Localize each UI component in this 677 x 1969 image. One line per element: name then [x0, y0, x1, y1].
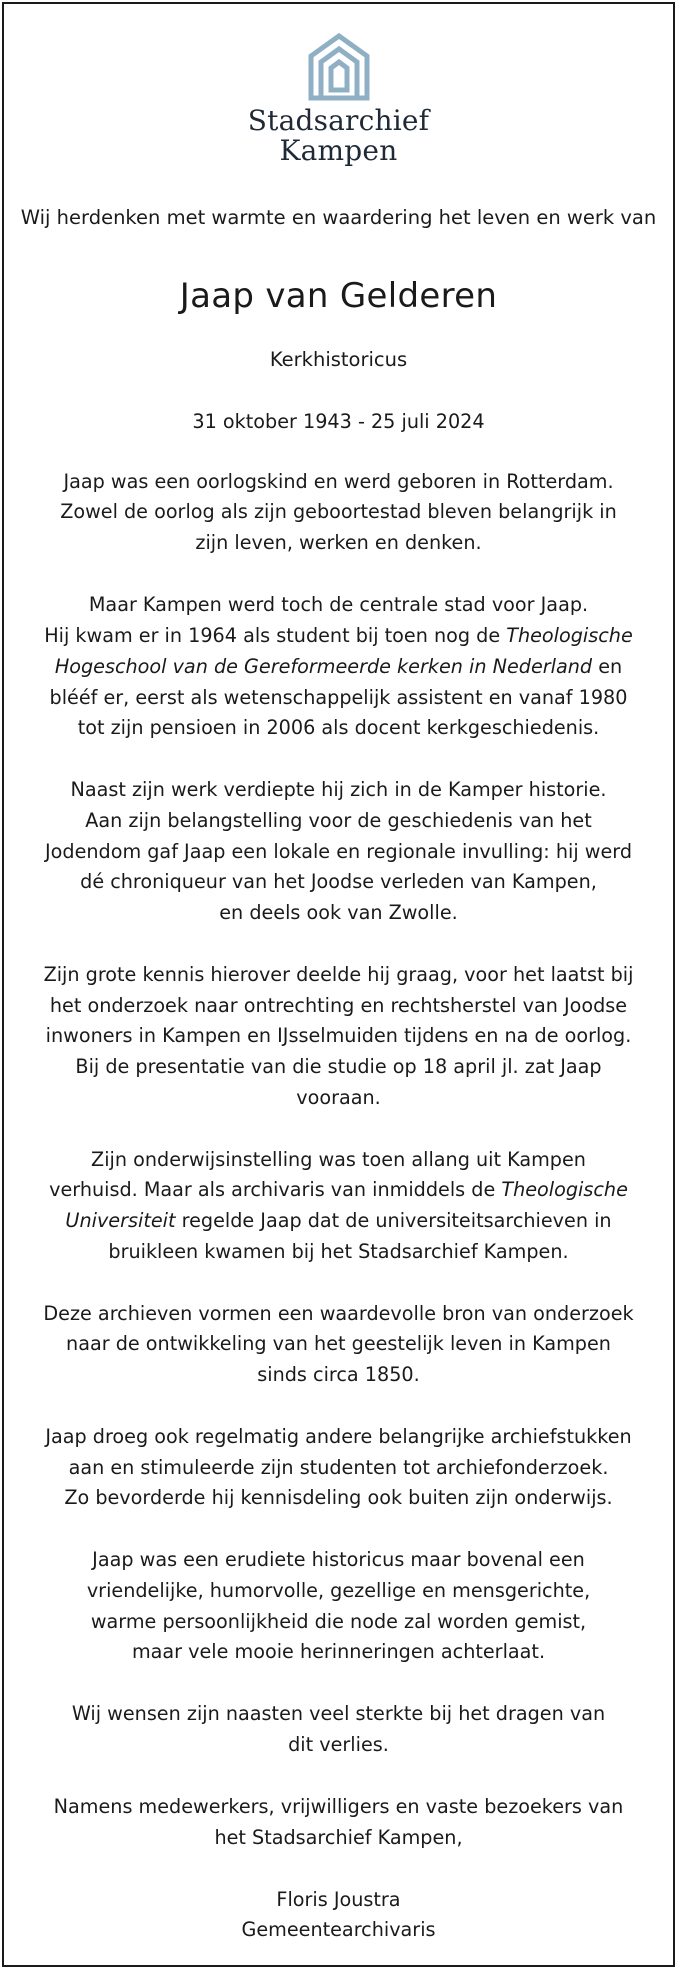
logo — [0, 32, 677, 166]
paragraph-line: Naast zijn werk verdiepte hij zich in de Kamper historie. — [70, 778, 607, 801]
paragraph-line: Bij de presentatie van die studie op 18 april jl. zat Jaap — [75, 1055, 602, 1078]
logo-text-line2: Kampen — [279, 134, 398, 167]
paragraph-line: Jaap was een oorlogskind en werd geboren in Rotterdam. — [63, 470, 614, 493]
paragraph-line: dé chroniqueur van het Joodse verleden van Kampen, — [80, 870, 597, 893]
paragraph-line: warme persoonlijkheid die node zal worden gemist, — [90, 1610, 587, 1633]
paragraph-line: inwoners in Kampen en IJsselmuiden tijdens en na de oorlog. — [45, 1024, 632, 1047]
paragraph-line: Jaap droeg ook regelmatig andere belangrijke archiefstukken — [45, 1425, 632, 1448]
paragraph-line — [0, 624, 677, 648]
paragraph-line: vooraan. — [296, 1086, 381, 1109]
paragraph-line: het Stadsarchief Kampen, — [214, 1826, 463, 1849]
deceased-name: Jaap van Gelderen — [179, 276, 498, 316]
paragraph-line: Maar Kampen werd toch de centrale stad voor Jaap. — [88, 593, 589, 616]
italic-span: Theologische — [506, 624, 633, 647]
text-span: en — [592, 655, 623, 678]
paragraph-line: Zowel de oorlog als zijn geboortestad bleven belangrijk in — [60, 500, 617, 523]
paragraph-line: zijn leven, werken en denken. — [195, 531, 482, 554]
logo-text-line1: Stadsarchief — [247, 104, 430, 137]
paragraph-line — [0, 1209, 677, 1233]
italic-span: Theologische — [501, 1178, 628, 1201]
italic-span: Universiteit — [65, 1209, 176, 1232]
paragraph-line: Namens medewerkers, vrijwilligers en vaste bezoekers van — [53, 1795, 624, 1818]
paragraph-line — [0, 655, 677, 679]
signature-name: Floris Joustra — [276, 1888, 401, 1911]
text-span: regelde Jaap dat de universiteitsarchieven in — [175, 1209, 612, 1232]
text-span: verhuisd. Maar als archivaris van inmiddels de — [49, 1178, 502, 1201]
paragraph-line: Jaap was een erudiete historicus maar bovenal een — [92, 1548, 585, 1571]
paragraph-line: en deels ook van Zwolle. — [219, 901, 458, 924]
paragraph-line: maar vele mooie herinneringen achterlaat. — [131, 1640, 546, 1663]
text-span: Hij kwam er in 1964 als student bij toen nog de — [44, 624, 507, 647]
paragraph-line: tot zijn pensioen in 2006 als docent kerkgeschiedenis. — [77, 716, 600, 739]
life-dates: 31 oktober 1943 - 25 juli 2024 — [192, 410, 485, 433]
paragraph-line: sinds circa 1850. — [257, 1363, 420, 1386]
paragraph-line: Jodendom gaf Jaap een lokale en regionale invulling: hij werd — [45, 840, 632, 863]
paragraph-line: naar de ontwikkeling van het geestelijk leven in Kampen — [66, 1332, 611, 1355]
paragraph-line — [0, 1178, 677, 1202]
signature-role: Gemeentearchivaris — [241, 1918, 436, 1941]
paragraph-line: bruikleen kwamen bij het Stadsarchief Kampen. — [108, 1240, 569, 1263]
paragraph-line: het onderzoek naar ontrechting en rechtsherstel van Joodse — [49, 994, 628, 1017]
paragraph-line: Zijn grote kennis hierover deelde hij graag, voor het laatst bij — [43, 963, 634, 986]
paragraph-line: Aan zijn belangstelling voor de geschiedenis van het — [85, 809, 592, 832]
paragraph-line: Zo bevorderde hij kennisdeling ook buiten zijn onderwijs. — [64, 1486, 613, 1509]
paragraph-line: Zijn onderwijsinstelling was toen allang uit Kampen — [91, 1148, 586, 1171]
paragraph-line: dit verlies. — [288, 1733, 389, 1756]
italic-span: Hogeschool van de Gereformeerde kerken in Nederland — [54, 655, 593, 678]
paragraph-line: Deze archieven vormen een waardevolle bron van onderzoek — [43, 1302, 634, 1325]
paragraph-line: blééf er, eerst als wetenschappelijk assistent en vanaf 1980 — [49, 686, 628, 709]
paragraph-line: aan en stimuleerde zijn studenten tot archiefonderzoek. — [68, 1456, 609, 1479]
paragraph-line: Wij wensen zijn naasten veel sterkte bij het dragen van — [71, 1702, 606, 1725]
house-icon — [306, 32, 372, 102]
profession: Kerkhistoricus — [269, 348, 408, 371]
intro-line: Wij herdenken met warmte en waardering het leven en werk van — [20, 206, 657, 229]
paragraph-line: vriendelijke, humorvolle, gezellige en mensgerichte, — [86, 1579, 591, 1602]
